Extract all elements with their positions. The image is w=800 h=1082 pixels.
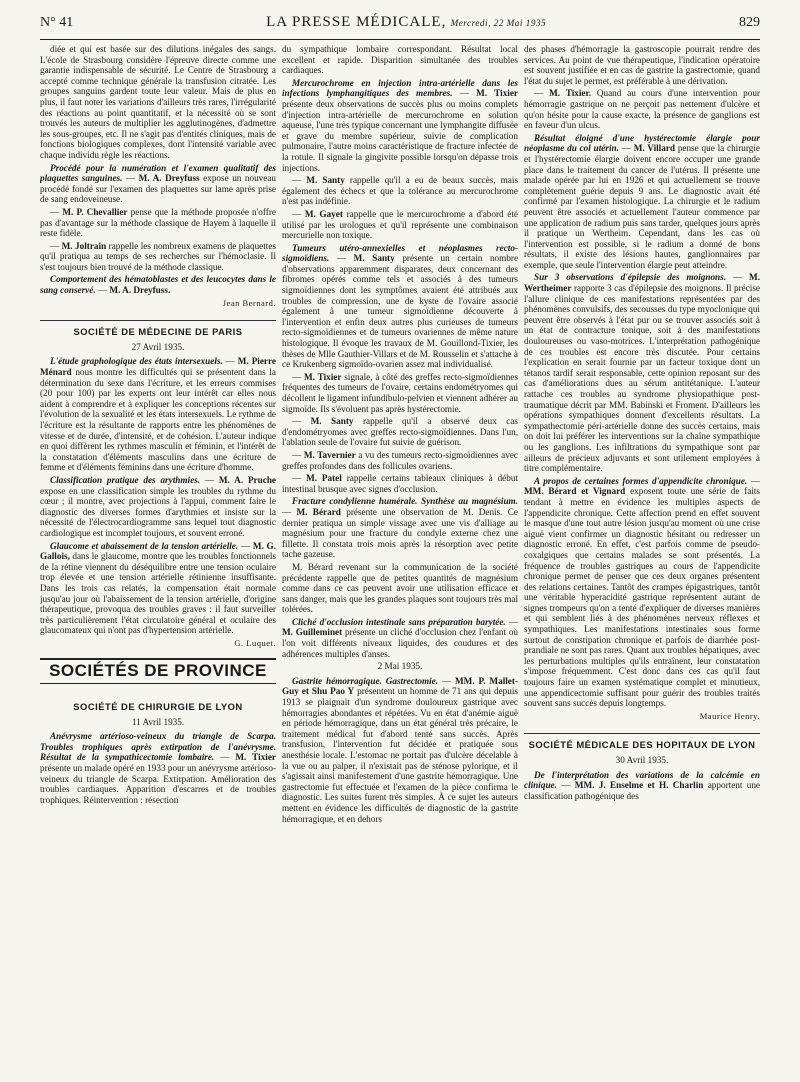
speaker-name: M. Tixier. xyxy=(549,88,591,99)
session-date: 2 Mai 1935. xyxy=(377,661,423,672)
speaker-name: M. Santy xyxy=(306,175,345,186)
issue-date: Mercredi, 22 Mai 1935 xyxy=(450,18,547,28)
article-text: pense que la méthode proposée n'offre pas d'avantage sur la méthode classique de Hayem à laquelle il reste fidèle. xyxy=(40,206,276,239)
article-text: exposent toute une série de faits tendant à mettre en évidence les multiples aspects de l'appendicite chronique. Cette affection prend en effet souvent le masque d'une tout autre lésion jusqu'au moment où une crise aiguë vient confirmer un diagnostic hésitant ou redresser un diagnostic erroné. En effet, c'est parfois comme de pseudo-coxalgiques que certains malades se sont présentés. La fréquence de troubles gastriques au cours de l'appendicite chronique permet de penser que ces deux organes présentent des relations certaines. Tantôt des crampes épigastriques, tantôt une véritable hyperacidité gastrique représentent autant de signes trompeurs qu'on a tenté d'expliquer de diverses manières et qui semblent liés à des phénomènes nerveux réflexes et sympathiques. Les manifestations intestinales sous forme surtout de constipation chronique et parfois de diarrhée post-prandiale ne sont pas rares. Quant aux troubles hépatiques, avec les perturbations multiples qu'ils entraînent, leur constatation s'impose fréquemment. C'est donc dans ces cas qu'il faut toujours faire un examen systématique complet et minutieux, une appendicectomie suffisant pour guérir des troubles traités souvent sans succès depuis longtemps. xyxy=(524,486,760,709)
speaker-name: M. A. Dreyfuss xyxy=(138,173,200,184)
signature: G. Luquet. xyxy=(234,637,276,648)
article-text: rappelle certains tableaux cliniques à début intestinal brusque avec signes d'occlusion. xyxy=(282,473,518,494)
speaker-name: MM. P. Mallet-Guy et Shu Pao Y xyxy=(282,675,518,697)
article-paragraph: Mercurochrome en injection intra-artérielle dans les infections lymphangitiques des membres. — M. Tixier présente deux observations de succès plus ou moins complets d'injection intra-artérielle de mercurochrome en solution aqueuse, l'une très typique concernant une lymphangite diffusée et grave du membre supérieur, suivie de complication pulmonaire, l'autre moins caractéristique de fracture infectée de la rotule. Il signale la gingivite possible lorsqu'on dépasse trois injections. xyxy=(282,77,518,173)
col2b-block xyxy=(282,676,518,824)
article-title: Sur 3 observations d'épilepsie des moignons. xyxy=(534,272,727,283)
speaker-name: M. A. Dreyfuss. xyxy=(109,285,171,296)
signature: Maurice Henry. xyxy=(699,710,760,721)
article-paragraph: Procédé pour la numération et l'examen qualitatif des plaquettes sanguines. — M. A. Dreyfuss expose un nouveau procédé fondé sur l'examen des plaquettes sur lame après prise de sang endoveineuse. xyxy=(40,162,276,205)
section-heading: SOCIÉTÉ DE MÉDECINE DE PARIS xyxy=(40,320,276,338)
article-title: L'étude graphologique des états intersexuels. xyxy=(50,356,223,367)
article-text: dans le glaucome, montre que les troubles fonctionnels de la rétine viennent du déséquilibre entre une tension oculaire trop élevée et une tension artérielle rétinienne insuffisante. Dans les trois cas relatés, la compensation était normale jusqu'au jour où l'abaissement de la tension artérielle, d'origine thérapeutique, provoqua des troubles graves : il faut surveiller très particulièrement l'état circulatoire général et oculaire des glaucomateux qui n'ont pas d'hypertension artérielle. xyxy=(40,551,276,636)
article-paragraph: Tumeurs utéro-annexielles et néoplasmes recto-sigmoïdiens. — M. Santy présente un certain nombre d'observations apparemment disparates, deux concernant des fibromes opérés comme tels et associés à des tumeurs sigmoïdiennes dont les symptômes avaient été attribués aux troubles de compression, une de kyste de l'ovaire associé également à une tumeur sigmoïdienne découverte à l'intervention et enfin deux autres plus curieuses de tumeurs recto-sigmoïdiennes et de tumeurs ovariennes de même nature histologique. Il évoque les travaux de M. Gouillond-Tixier, les thèses de Mlle Gauthier-Villars et de M. Rousselin et s'attache à ce Krukenberg sigmoïdo-ovarien assez mal individualisé. xyxy=(282,242,518,370)
header-title xyxy=(266,14,546,31)
speaker-name: M. Gayet xyxy=(304,208,343,219)
speaker-name: M. Santy xyxy=(310,416,354,427)
speaker-name: M. Wertheimer xyxy=(524,272,760,294)
journal-name: LA PRESSE MÉDICALE, xyxy=(266,14,447,30)
speaker-name: M. A. Pruche xyxy=(218,474,276,485)
article-text: présente une observation de M. Denis. Ce dernier pratiqua un simple vissage avec une vis d'alliage au magnésium pour une fracture du condyle externe chez une fillette. Il constata trois mois après la résorption avec petite tache gazeuse. xyxy=(282,506,518,560)
article-paragraph: Gastrite hémorragique. Gastrectomie. — MM. P. Mallet-Guy et Shu Pao Y présentent un homme de 71 ans qui depuis 1913 se plaignait d'un syndrome douloureux gastrique avec hémorragies abondantes et répétées. Vu en état d'anémie aiguë en période hémorragique, dans un état général très précaire, le traitement médical fut d'abord tenté sans succès. Après transfusion, l'intervention fut décidée et pratiquée sous anesthésie locale. L'estomac ne portait pas d'ulcère décelable à la vue ou au palper, il n'existait pas de sténose pylorique, et il s'agissait ainsi manifestement d'une gastrite hémorragique. Une gastrectomie fut effectuée et l'examen de la pièce confirma le diagnostic. Les suites furent très simples. À ce sujet les auteurs mettent en évidence les difficultés de diagnostic de la gastrite hémorragique, et en dehors xyxy=(282,675,518,824)
article-paragraph xyxy=(524,44,760,86)
article-title: De l'interprétation des variations de la calcémie en clinique. xyxy=(524,769,760,791)
header-rule xyxy=(40,39,760,40)
speaker-name: M. G. Gallois, xyxy=(40,540,276,562)
article-text: M. Bérard revenant sur la communication de la société précédente rappelle que de petites quantités de magnésium comme dans ce cas peuvent avoir une utilisation efficace et sans danger, mais que les grandes plaques sont toujours très mal tolérées. xyxy=(282,561,518,615)
article-paragraph: — M. Tixier signale, à côté des greffes recto-sigmoïdiennes fréquentes des tumeurs de l'ovaire, certains endométryomes qui décollent le ligament infundibulo-pelvien et viennent adhérer au sigmoïde. Ils s'évoluent pas après hystérectomie. xyxy=(282,371,518,414)
article-paragraph: — M. Santy rappelle qu'il a eu de beaux succès, mais également des échecs et que la tolérance au mercurochrome n'est pas indéfinie. xyxy=(282,175,518,207)
article-paragraph xyxy=(282,562,518,615)
article-text: du sympathique lombaire correspondant. Résultat local excellent et rapide. Disparition simultanée des troubles cardiaques. xyxy=(282,44,518,76)
col3-block xyxy=(524,44,760,709)
speaker-name: M. Patel xyxy=(306,473,342,484)
article-paragraph: — M. Patel rappelle certains tableaux cliniques à début intestinal brusque avec signes d'occlusion. xyxy=(282,473,518,494)
article-paragraph: Classification pratique des arythmies. — M. A. Pruche expose en une classification simple les troubles du rythme du cœur ; il montre, avec projections à l'appui, comment faire le diagnostic des diverses formes d'arythmies et insiste sur la nécessité de l'électrocardiogramme sans lequel tout diagnostic cardiologique est incomplet toujours, et souvent erroné. xyxy=(40,474,276,538)
article-text: apportent une classification pathogénique des xyxy=(524,780,760,801)
speaker-name: M. Pierre Ménard xyxy=(40,356,276,378)
article-title: Gastrite hémorragique. Gastrectomie. xyxy=(292,675,439,686)
session-date: 27 Avril 1935. xyxy=(131,341,185,352)
article-paragraph xyxy=(40,44,276,161)
column-2 xyxy=(282,44,518,1076)
article-text: rappelle qu'il a eu de beaux succès, mais également des échecs et que la tolérance au mercurochrome n'est pas indéfinie. xyxy=(282,175,518,207)
page-number: 829 xyxy=(738,15,760,30)
article-title: Anévrysme artérioso-veineux du triangle de Scarpa. Troubles trophiques après extirpation de l'anévrysme. Résultat de la sympathicectomie lombaire. xyxy=(40,731,276,763)
article-title: Mercurochrome en injection intra-artérielle dans les infections lymphangitiques des membres. xyxy=(282,77,518,99)
article-text: présente un cliché d'occlusion chez l'enfant où l'on voit différents niveaux liquides, des coudures et des adhérences multiples d'anses. xyxy=(282,627,518,659)
article-text: présentent un homme de 71 ans qui depuis 1913 se plaignait d'un syndrome douloureux gastrique avec hémorragies abondantes et répétées. Vu en état d'anémie aiguë en période hémorragique, dans un état général très précaire, le traitement médical fut d'abord tenté sans succès. Après transfusion, l'intervention fut décidée et pratiquée sous anesthésie locale. L'estomac ne portait pas d'ulcère décelable à la vue ou au palper, il n'existait pas de sténose pylorique, et il s'agissait ainsi manifestement d'une gastrite hémorragique. Une gastrectomie fut effectuée et l'examen de la pièce confirma le diagnostic. Les suites furent très simples. À ce sujet les auteurs mettent en évidence les difficultés de diagnostic de la gastrite hémorragique, et en dehors xyxy=(282,686,518,824)
columns xyxy=(40,44,760,1076)
speaker-name: M. Villard xyxy=(633,143,676,154)
speaker-name: M. Tixier xyxy=(304,371,342,382)
article-paragraph: Comportement des hématoblastes et des leucocytes dans le sang conservé. — M. A. Dreyfuss. xyxy=(40,274,276,296)
column-3 xyxy=(524,44,760,1076)
article-text: présente deux observations de succès plus ou moins complets d'injection intra-artérielle de mercurochrome en solution aqueuse, l'une très typique concernant une lymphangite diffusée et grave du membre supérieur, suivie de complication pulmonaire, l'autre moins caractéristique de fracture infectée de la rotule. Il signale la gingivite possible lorsqu'on dépasse trois injections. xyxy=(282,98,518,173)
speaker-name: MM. Bérard et Vignard xyxy=(524,486,626,497)
article-text: expose un nouveau procédé fondé sur l'examen des plaquettes sur lame après prise de sang endoveineuse. xyxy=(40,173,276,205)
article-title: Cliché d'occlusion intestinale sans préparation barytée. xyxy=(292,616,506,627)
article-paragraph: L'étude graphologique des états intersexuels. — M. Pierre Ménard nous montre les difficultés qui se présentent dans la détermination du sexe dans l'écriture, et les erreurs commises (20 pour 100) par les experts ont leur intérêt car elles nous aident à comprendre et à expliquer les conceptions récentes sur l'évolution de la sexualité et les états intersexuels. Le rythme de l'écriture est la résultante de rapports entre les phénomènes de vitesse et de durée, d'intensité, et de cohésion. L'auteur indique en quoi diffèrent les rythmes masculin et féminin, et l'intérêt de la constatation d'éléments masculins dans une écriture de femme et d'éléments féminins dans une écriture d'homme. xyxy=(40,356,276,473)
col2-block xyxy=(282,44,518,659)
session-date: 11 Avril 1935. xyxy=(131,716,185,727)
speaker-name: M. P. Chevallier xyxy=(62,206,128,217)
article-paragraph: Sur 3 observations d'épilepsie des moignons. — M. Wertheimer rapporte 3 cas d'épilepsie des moignons. Il précise l'allure clinique de ces manifestations représentées par des phénomènes convulsifs, des secousses du type myoclonique qui peuvent être observés à l'état pur ou se trouver associés soit à un état de contracture tonique, soit à des manifestations douloureuses ou vaso-motrices. L'interprétation pathogénique de ces troubles est encore très discutée. Pour certains l'explication en serait fournie par un facteur toxique dont un tétanos tardif serait responsable, cette opinion reposant sur des cas d'améliorations dues au sérum antitétanique. L'auteur rattache ces troubles au syndrome physiopathique post-traumatique décrit par MM. Babinski et Froment. D'ailleurs les opérations sympathiques donnent d'excellents résultats. La sympathectomie péri-artérielle donne des succès certains, mais on doit lui préférer les interventions sur la chaîne sympathique ou les ganglions. Les infiltrations du sympathique sont par ailleurs de précieux adjuvants et sont utilement employées à titre complémentaire. xyxy=(524,272,760,474)
speaker-name: M. Joltrain xyxy=(61,240,107,251)
article-text: présente un certain nombre d'observations apparemment disparates, deux concernant des fibromes opérés comme tels et associés à des tumeurs sigmoïdiennes dont les symptômes avaient été attribués aux troubles de compression, une de kyste de l'ovaire associé également à une tumeur sigmoïdienne découverte à l'intervention et enfin deux autres plus curieuses de tumeurs recto-sigmoïdiennes et de tumeurs ovariennes de même nature histologique. Il évoque les travaux de M. Gouillond-Tixier, les thèses de Mlle Gauthier-Villars et de M. Rousselin et s'attache à ce Krukenberg sigmoïdo-ovarien assez mal individualisé. xyxy=(282,253,518,370)
article-title: Glaucome et abaissement de la tension artérielle. xyxy=(50,540,239,551)
issue-number: N° 41 xyxy=(40,15,74,30)
col1-block xyxy=(40,44,276,296)
signature: Jean Bernard. xyxy=(222,297,276,308)
article-text: rappelle que le mercurochrome a d'abord été utilisé par les urologues et qu'il représente une combinaison mercurielle non toxique. xyxy=(282,208,518,241)
article-paragraph: Fracture condylienne humérale. Synthèse au magnésium. — M. Bérard présente une observation de M. Denis. Ce dernier pratiqua un simple vissage avec une vis d'alliage au magnésium pour une fracture du condyle externe chez une fillette. Il constata trois mois après la résorption avec petite tache gazeuse. xyxy=(282,496,518,560)
article-text: expose en une classification simple les troubles du rythme du cœur ; il montre, avec projections à l'appui, comment faire le diagnostic des diverses formes d'arythmies et insiste sur la nécessité de l'électrocardiogramme sans lequel tout diagnostic cardiologique est incomplet toujours, et souvent erroné. xyxy=(40,485,276,538)
article-paragraph: — M. P. Chevallier pense que la méthode proposée n'offre pas d'avantage sur la méthode classique de Hayem à laquelle il reste fidèle. xyxy=(40,206,276,239)
article-paragraph: — M. Tavernier a vu des tumeurs recto-sigmoïdiennes avec greffes profondes dans des follicules ovariens. xyxy=(282,449,518,471)
article-text: rappelle qu'il a observé deux cas d'endométryomes avec greffes recto-sigmoïdiennes. Dans l'un, l'ablation seule de l'ovaire fut suivie de guérison. xyxy=(282,416,518,448)
col1b-block xyxy=(40,356,276,635)
col3b-block xyxy=(524,770,760,802)
big-heading: SOCIÉTÉS DE PROVINCE xyxy=(40,658,276,684)
speaker-name: M. Bérard xyxy=(296,506,341,517)
article-text: a vu des tumeurs recto-sigmoïdiennes avec greffes profondes dans des follicules ovariens. xyxy=(282,449,518,471)
speaker-name: M. Tixier xyxy=(476,88,518,99)
column-1 xyxy=(40,44,276,1076)
article-title: Fracture condylienne humérale. Synthèse au magnésium. xyxy=(292,496,518,507)
article-paragraph: Anévrysme artérioso-veineux du triangle de Scarpa. Troubles trophiques après extirpation de l'anévrysme. Résultat de la sympathicectomie lombaire. — M. Tixier présente un malade opéré en 1933 pour un anévrysme artérioso-veineux du triangle de Scarpa. Extirpation. Amélioration des troubles cardiaques. Apparition d'escarres et de troubles trophiques. Réintervention : résection xyxy=(40,731,276,805)
speaker-name: M. Tixier xyxy=(235,752,276,763)
article-title: A propos de certaines formes d'appendicite chronique. xyxy=(534,475,748,486)
section-heading: SOCIÉTÉ MÉDICALE DES HOPITAUX DE LYON xyxy=(524,733,760,751)
article-paragraph: — M. Tixier. Quand au cours d'une intervention pour hémorragie gastrique on ne perçoit pas nettement d'ulcère et qu'on hésite pour la cause exacte, la présence de ganglions est en faveur d'un ulcus. xyxy=(524,88,760,131)
speaker-name: MM. J. Enselme et H. Charlin xyxy=(574,780,704,791)
page-header xyxy=(40,14,760,38)
speaker-name: M. Tavernier xyxy=(303,449,356,460)
speaker-name: M. Santy xyxy=(353,253,395,264)
speaker-name: M. Guilleminet xyxy=(282,627,343,638)
article-text: rappelle les nombreux examens de plaquettes qu'il pratiqua au temps de ses recherches sur l'hémoclasie. Il s'est toujours bien trouvé de la méthode classique. xyxy=(40,240,276,272)
article-paragraph: Glaucome et abaissement de la tension artérielle. — M. G. Gallois, dans le glaucome, montre que les troubles fonctionnels de la rétine viennent du déséquilibre entre une tension oculaire trop élevée et une tension artérielle rétinienne insuffisante. Dans les trois cas relatés, la compensation était normale jusqu'au jour où l'abaissement de la tension artérielle, d'origine thérapeutique, provoqua des troubles graves : il faut surveiller très particulièrement l'état circulatoire général et oculaire des glaucomateux qui n'ont pas d'hypertension artérielle. xyxy=(40,540,276,636)
article-paragraph: Cliché d'occlusion intestinale sans préparation barytée. — M. Guilleminet présente un cliché d'occlusion chez l'enfant où l'on voit différents niveaux liquides, des coudures et des adhérences multiples d'anses. xyxy=(282,616,518,659)
article-paragraph: A propos de certaines formes d'appendicite chronique. — MM. Bérard et Vignard exposent toute une série de faits tendant à mettre en évidence les multiples aspects de l'appendicite chronique. Cette affection prend en effet souvent le masque d'une tout autre lésion jusqu'au moment où une crise aiguë vient confirmer un diagnostic hésitant ou redresser un diagnostic erroné. En effet, c'est parfois comme de pseudo-coxalgiques que certains malades se sont présentés. La fréquence de troubles gastriques au cours de l'appendicite chronique permet de penser que ces deux organes présentent des relations certaines. Tantôt des crampes épigastriques, tantôt une véritable hyperacidité gastrique représentent autant de signes trompeurs qu'on a tenté d'expliquer de diverses manières et qui semblent liés à des phénomènes nerveux réflexes et sympathiques. Les manifestations intestinales sous forme surtout de constipation chronique et parfois de diarrhée post-prandiale ne sont pas rares. Quant aux troubles hépatiques, avec les perturbations multiples qu'ils entraînent, leur constatation s'impose fréquemment. C'est donc dans ces cas qu'il faut toujours faire un examen systématique complet et minutieux, une appendicectomie suffisant pour guérir des troubles traités souvent sans succès depuis longtemps. xyxy=(524,475,760,709)
article-paragraph: De l'interprétation des variations de la calcémie en clinique. — MM. J. Enselme et H. Charlin apportent une classification pathogénique des xyxy=(524,769,760,801)
article-text: présente un malade opéré en 1933 pour un anévrysme artérioso-veineux du triangle de Scarpa. Extirpation. Amélioration des troubles cardiaques. Apparition d'escarres et de troubles trophiques. Réintervention : résection xyxy=(40,763,276,805)
article-paragraph: Résultat éloigné d'une hystérectomie élargie pour néoplasme du col utérin. — M. Villard pense que la chirurgie et l'hystérectomie élargie doivent encore occuper une grande place dans le traitement du cancer de l'utérus. Il présente une malade opérée par lui en 1926 et qui actuellement se trouve complètement guérie depuis 9 ans. Le diagnostic avait été confirmé par l'examen histologique. La chirurgie et le radium peuvent être associés et actuellement l'auteur commence par une application de radium puis sans tarder, quelques jours après il pratique un Wertheim. Cependant, dans les cas où l'intervention est possible, si le radium a donné de bons résultats, il existe des lésions hautes, ganglionnaires par exemple, que seule l'intervention élargie peut atteindre. xyxy=(524,132,760,270)
article-paragraph: — M. Gayet rappelle que le mercurochrome a d'abord été utilisé par les urologues et qu'il représente une combinaison mercurielle non toxique. xyxy=(282,208,518,241)
article-text: rapporte 3 cas d'épilepsie des moignons. Il précise l'allure clinique de ces manifestations représentées par des phénomènes convulsifs, des secousses du type myoclonique qui peuvent être observés à l'état pur ou se trouver associés soit à un état de contracture tonique, soit à des manifestations douloureuses ou vaso-motrices. L'interprétation pathogénique de ces troubles est encore très discutée. Pour certains l'explication en serait fournie par un facteur toxique dont un tétanos tardif serait responsable, cette opinion reposant sur des cas d'améliorations dues au sérum antitétanique. L'auteur rattache ces troubles au syndrome physiopathique post-traumatique décrit par MM. Babinski et Froment. D'ailleurs les opérations sympathiques donnent d'excellents résultats. La sympathectomie péri-artérielle donne des succès certains, mais on doit lui préférer les interventions sur la chaîne sympathique ou les ganglions. Les infiltrations du sympathique sont par ailleurs de précieux adjuvants et sont utilement employées à titre complémentaire. xyxy=(524,283,760,474)
article-title: Résultat éloigné d'une hystérectomie élargie pour néoplasme du col utérin. xyxy=(524,132,760,154)
article-paragraph: — M. Santy rappelle qu'il a observé deux cas d'endométryomes avec greffes recto-sigmoïdiennes. Dans l'un, l'ablation seule de l'ovaire fut suivie de guérison. xyxy=(282,416,518,448)
article-paragraph xyxy=(282,44,518,76)
article-title: Tumeurs utéro-annexielles et néoplasmes recto-sigmoïdiens. xyxy=(282,242,518,264)
article-title: Classification pratique des arythmies. xyxy=(50,474,201,485)
article-title: Procédé pour la numération et l'examen qualitatif des plaquettes sanguines. xyxy=(40,162,276,184)
article-text: nous montre les difficultés qui se présentent dans la détermination du sexe dans l'écriture, et les erreurs commises (20 pour 100) par les experts ont leur intérêt car elles nous aident à comprendre et à expliquer les conceptions récentes sur l'évolution de la sexualité et les états intersexuels. Le rythme de l'écriture est la résultante de rapports entre les phénomènes de vitesse et de durée, d'intensité, et de cohésion. L'auteur indique en quoi diffèrent les rythmes masculin et féminin, et l'intérêt de la constatation d'éléments masculins dans une écriture de femme et d'éléments féminins dans une écriture d'homme. xyxy=(40,367,276,473)
session-date: 30 Avril 1935. xyxy=(615,755,669,765)
article-text: Quand au cours d'une intervention pour hémorragie gastrique on ne perçoit pas nettement d'ulcère et qu'on hésite pour la cause exacte, la présence de ganglions est en faveur d'un ulcus. xyxy=(524,88,760,131)
article-text: des phases d'hémorragie la gastroscopie pourrait rendre des services. Au point de vue thérapeutique, l'indication opératoire est souvent justifiée et en cas de gastrite la gastrectomie, quand l'état du sujet le permet, est préférable à une dérivation. xyxy=(524,44,760,86)
col1c-block xyxy=(40,731,276,805)
article-text: signale, à côté des greffes recto-sigmoïdiennes fréquentes des tumeurs de l'ovaire, certains endométryomes qui décollent le ligament infundibulo-pelvien et viennent adhérer au sigmoïde. Ils s'évoluent pas après hystérectomie. xyxy=(282,371,518,414)
article-title: Comportement des hématoblastes et des leucocytes dans le sang conservé. xyxy=(40,274,276,296)
article-text: diée et qui est basée sur des dilutions inégales des sangs. L'école de Strasbourg considère l'épreuve directe comme une garantie indispensable de sécurité. Le Centre de Strasbourg a accepté comme technique générale la transfusion citratée. Les groupes sanguins gardent toute leur valeur. Mais de plus en plus, il faut noter les variations d'ailleurs très rares, l'irrégularité des réactions au point quantitatif, et la nécessité où se sont trouvés les auteurs de multiplier les agglutinogènes, d'admettre les sous-groupes, etc. Il ne s'agit pas d'entités cliniques, mais de fonctions biologiques complexes, dont l'intensité variable avec chaque individu règle les réactions. xyxy=(40,44,276,160)
article-text: pense que la chirurgie et l'hystérectomie élargie doivent encore occuper une grande place dans le traitement du cancer de l'utérus. Il présente une malade opérée par lui en 1926 et qui actuellement se trouve complètement guérie depuis 9 ans. Le diagnostic avait été confirmé par l'examen histologique. La chirurgie et le radium peuvent être associés et actuellement l'auteur commence par une application de radium puis sans tarder, quelques jours après il pratique un Wertheim. Cependant, dans les cas où l'intervention est possible, si le radium a donné de bons résultats, il existe des lésions hautes, ganglionnaires par exemple, que seule l'intervention élargie peut atteindre. xyxy=(524,143,760,270)
article-paragraph: — M. Joltrain rappelle les nombreux examens de plaquettes qu'il pratiqua au temps de ses recherches sur l'hémoclasie. Il s'est toujours bien trouvé de la méthode classique. xyxy=(40,240,276,272)
section-heading: SOCIÉTÉ DE CHIRURGIE DE LYON xyxy=(73,701,243,713)
